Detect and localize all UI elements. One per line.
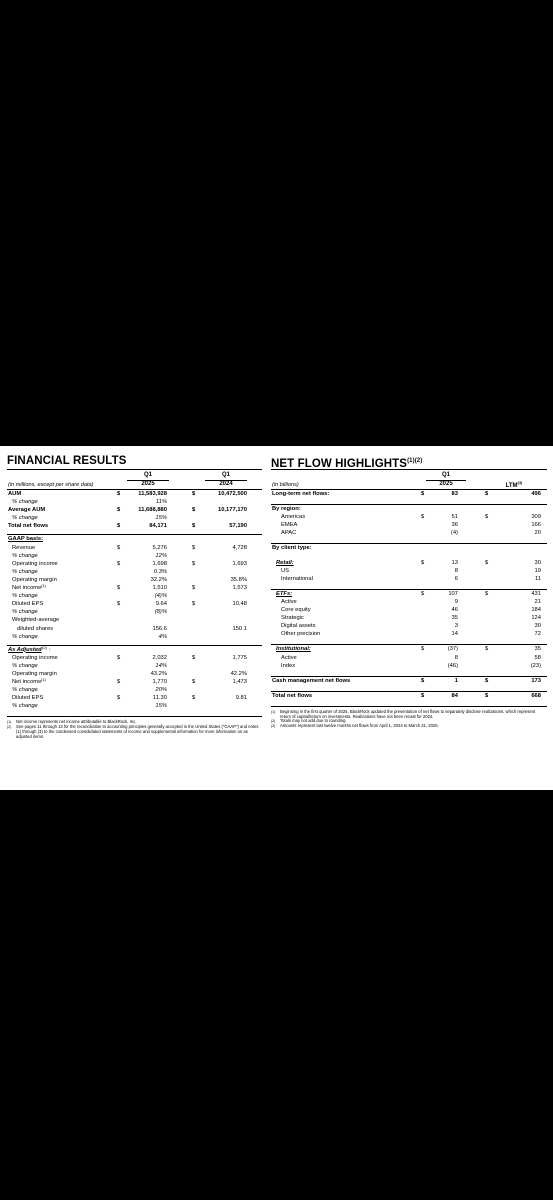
value-col1: 84 [451, 692, 458, 699]
value-col2: 173 [531, 677, 541, 684]
currency-symbol: $ [421, 491, 425, 497]
col-q1-2025-bottom: 2025 [127, 480, 169, 488]
row-label: Long-term net flows: [272, 491, 330, 497]
value-col1: 32.2% [150, 576, 167, 583]
footnote-2 [7, 725, 262, 739]
value-col1: 9.64 [155, 601, 167, 608]
col-ltm: LTM$^{(3)}$ [505, 480, 523, 489]
value-col1: (8)% [154, 609, 167, 616]
currency-symbol: $ [117, 679, 121, 686]
value-col2: 1,693 [232, 560, 247, 567]
row-label: % change [12, 703, 38, 710]
value-col2: 20 [534, 530, 541, 537]
currency-symbol: $ [421, 646, 425, 653]
footnote-mark: (2) [7, 725, 12, 730]
currency-symbol: $ [192, 601, 196, 608]
value-col2: 166 [531, 522, 541, 529]
value-col2: 30 [534, 559, 541, 566]
financial-results-panel [7, 446, 262, 740]
currency-symbol: $ [117, 491, 121, 497]
value-col1: 8 [454, 654, 458, 661]
row-label: Operating income [12, 654, 58, 661]
currency-symbol: $ [117, 695, 121, 702]
footnote-text: Amounts represent last twelve months net flows from April 1, 2024 to March 31, 2025. [280, 723, 439, 729]
value-col2: 11 [534, 575, 541, 582]
table-row-ltnf [271, 490, 547, 498]
table-row-other [271, 630, 547, 638]
footnote-text: See pages 11 through 13 for the reconciliation to accounting principles generally accepted in the United States ("GAAP") and notes (1) through (3) to the condensed consolidated statements of income and supplemental information for more information on as adjusted items. [16, 724, 259, 739]
table-row-inst [271, 644, 547, 653]
table-row-intl [271, 575, 547, 583]
row-label: % change [12, 662, 38, 669]
row-label: Americas [281, 514, 306, 521]
row-label: Cash management net flows [272, 677, 351, 684]
value-col2: 9.81 [235, 695, 247, 702]
value-col2: 668 [531, 692, 541, 699]
table-row-a_opinc_pct [7, 662, 262, 670]
value-col2: (23) [530, 662, 541, 669]
table-row-a_opinc [7, 654, 262, 662]
value-col1: 13 [451, 559, 458, 566]
value-col1: 9 [454, 598, 458, 605]
value-col2: 10,472,500 [217, 491, 247, 497]
value-col1: 1,770 [152, 679, 167, 686]
table-row-tnf [7, 522, 262, 530]
currency-symbol: $ [192, 560, 196, 567]
value-col1: 84,171 [149, 523, 167, 530]
net-flow-title: NET FLOW $HIGHLIGHTS^{(1)(2)}$ [271, 454, 547, 470]
row-label: Total net flows [8, 523, 49, 530]
value-col1: 36 [451, 522, 458, 529]
footnote-marker: (1) [41, 583, 46, 589]
currency-symbol: $ [192, 507, 196, 514]
table-row-wa2 [7, 625, 262, 633]
row-label: % change [12, 593, 38, 600]
value-col2: 1,473 [232, 679, 247, 686]
currency-symbol: $ [117, 507, 121, 514]
currency-symbol: $ [485, 559, 489, 566]
col-q1-2024 [205, 472, 247, 488]
value-col2: 1,775 [232, 654, 247, 661]
row-label: By region: [272, 506, 301, 513]
row-label: Revenue [12, 544, 36, 551]
footnote-mark: (2) [271, 719, 276, 724]
value-col1: (46) [447, 662, 458, 669]
net-flow-highlights-panel [271, 446, 547, 729]
value-col2: 10.48 [232, 601, 247, 608]
value-col2: 1,573 [232, 585, 247, 592]
col-q1-2025-nf-bottom: 2025 [426, 480, 466, 488]
currency-symbol: $ [421, 692, 425, 699]
table-row-avg_aum_pct [7, 514, 262, 522]
table-row-a_eps_pct [7, 702, 262, 710]
value-col1: 11% [155, 499, 167, 506]
value-col2: 309 [531, 514, 541, 521]
value-col1: 15% [155, 515, 167, 522]
row-label: Digital assets [281, 623, 316, 630]
row-label: As Adjusted [8, 646, 42, 653]
row-label: Active [281, 654, 297, 661]
value-col1: 83 [451, 491, 458, 497]
row-label: Institutional: [276, 646, 311, 653]
table-row-wa1 [7, 616, 262, 624]
value-col2: 57,190 [229, 523, 247, 530]
value-col2: 21 [534, 598, 541, 605]
table-row-adj [7, 645, 262, 654]
value-col1: 1,510 [152, 585, 167, 592]
table-row-rev_pct [7, 552, 262, 560]
table-row-avg_aum [7, 506, 262, 514]
value-col1: 4% [158, 633, 167, 640]
value-col1: 2,032 [152, 654, 167, 661]
value-col1: (37) [447, 646, 458, 653]
value-col1: 5,276 [152, 544, 167, 551]
currency-symbol: $ [421, 590, 425, 597]
value-col1: (4) [450, 530, 458, 537]
value-col1: 15% [155, 703, 167, 710]
value-col1: 14 [451, 631, 458, 638]
footnote-mark: (1) [7, 720, 12, 725]
row-label: Retail: [276, 559, 294, 566]
value-col1: 51 [451, 514, 458, 521]
row-label: US [281, 567, 290, 574]
net-flow-header [271, 470, 547, 490]
table-row-us [271, 567, 547, 575]
row-label: Average AUM [8, 507, 46, 514]
table-row-a_ni_pct [7, 686, 262, 694]
col-q1-2025 [127, 472, 169, 488]
col-q1-2025-nf [426, 472, 466, 488]
row-label: Strategic [281, 615, 304, 622]
footnote-text: Net income represents net income attributable to BlackRock, Inc. [16, 719, 137, 725]
value-col1: 11.30 [152, 695, 167, 702]
currency-symbol: $ [117, 654, 121, 661]
currency-symbol: $ [485, 677, 489, 684]
footnote-marker: (2) [42, 644, 47, 650]
table-row-index [271, 662, 547, 670]
value-col2: 124 [531, 615, 541, 622]
row-label: By client type: [272, 545, 312, 552]
footnote-mark: (3) [271, 724, 276, 729]
financial-results-header [7, 470, 262, 490]
row-label: % change [12, 552, 38, 559]
table-row-rev [7, 544, 262, 552]
row-label: Diluted EPS [12, 695, 44, 702]
table-row-strat [271, 614, 547, 622]
value-col2: 10,177,170 [217, 507, 247, 514]
currency-symbol: $ [485, 692, 489, 699]
table-row-opinc_pct [7, 568, 262, 576]
row-label: % change [12, 609, 38, 616]
value-col2: 431 [531, 590, 541, 597]
table-row-etfs [271, 589, 547, 598]
row-label: ETFs: [276, 590, 293, 597]
value-col2: 72 [534, 631, 541, 638]
table-row-emea [271, 521, 547, 529]
value-col1: 6 [454, 575, 458, 582]
currency-symbol: $ [485, 514, 489, 521]
row-label: % change [12, 633, 38, 640]
row-label: Diluted EPS [12, 601, 44, 608]
row-label: % change [12, 515, 38, 522]
currency-symbol: $ [192, 544, 196, 551]
footnote-3 [271, 724, 547, 729]
currency-symbol: $ [117, 560, 121, 567]
footnote-mark: (1) [271, 709, 276, 714]
value-col2: 35.8% [230, 576, 247, 583]
table-row-digi [271, 622, 547, 630]
row-label: GAAP basis: [8, 536, 44, 543]
units-note-nf: (in billions) [272, 482, 299, 488]
row-label: Active [281, 598, 297, 605]
value-col1: 11,688,880 [138, 507, 167, 514]
currency-symbol: $ [485, 491, 489, 497]
net-flow-footnotes [271, 706, 547, 729]
value-col1: 20% [155, 687, 167, 694]
table-row-ni [7, 584, 262, 592]
table-row-active [271, 598, 547, 606]
label-suffix: : [49, 646, 51, 653]
currency-symbol: $ [485, 590, 489, 597]
footnote-text: Beginning in the first quarter of 2025, BlackRock updated the presentation of net flows to separately disclose realizations, which represent return of capital/return on investments. Realizations have not been recast for 2024. [280, 708, 536, 719]
row-label: EMEA [281, 522, 298, 529]
value-col1: 8 [454, 567, 458, 574]
row-label: Core equity [281, 607, 311, 614]
table-row-aum [7, 490, 262, 498]
row-label: Weighted-average [12, 617, 60, 624]
value-col2: 184 [531, 607, 541, 614]
row-label: Net income [12, 585, 42, 592]
table-row-eps [7, 600, 262, 608]
currency-symbol: $ [117, 585, 121, 592]
col-q1-2025-nf-top: Q1 [441, 472, 450, 478]
table-row-a_eps [7, 694, 262, 702]
report-sheet [0, 446, 553, 790]
currency-symbol: $ [192, 654, 196, 661]
row-label: Operating margin [12, 576, 57, 583]
table-row-a_ni [7, 678, 262, 686]
financial-table [7, 490, 262, 710]
currency-symbol: $ [421, 677, 425, 684]
value-col1: 14% [155, 662, 167, 669]
value-col1: (4)% [154, 593, 167, 600]
value-col1: 46 [451, 607, 458, 614]
value-col1: 3 [454, 623, 458, 630]
table-row-cash [271, 676, 547, 685]
col-q1-2024-bottom: 2024 [205, 480, 247, 488]
currency-symbol: $ [117, 601, 121, 608]
table-row-retail [271, 559, 547, 567]
financial-footnotes [7, 716, 262, 739]
currency-symbol: $ [192, 695, 196, 702]
value-col2: 150.1 [232, 625, 247, 632]
table-row-eps_pct [7, 608, 262, 616]
value-col1: 107 [448, 590, 458, 597]
table-row-ni_pct [7, 592, 262, 600]
currency-symbol: $ [192, 679, 196, 686]
table-row-total [271, 691, 547, 700]
row-label: % change [12, 687, 38, 694]
table-row-iactive [271, 654, 547, 662]
value-col2: 496 [531, 491, 541, 497]
row-label: AUM [8, 491, 22, 497]
col-q1-2025-top: Q1 [143, 472, 152, 478]
value-col1: 43.2% [150, 670, 167, 677]
table-row-core [271, 606, 547, 614]
table-row-wa_pct [7, 633, 262, 641]
row-label: diluted shares [17, 625, 54, 632]
currency-symbol: $ [421, 514, 425, 521]
col-q1-2024-top: Q1 [221, 472, 230, 478]
value-col1: 1 [454, 677, 458, 684]
footnote-marker: (1) [41, 677, 46, 683]
row-label: Operating income [12, 560, 58, 567]
currency-symbol: $ [117, 544, 121, 551]
row-label: Index [281, 662, 296, 669]
value-col2: 35 [534, 646, 541, 653]
table-row-gaap [7, 534, 262, 543]
value-col2: 19 [534, 567, 541, 574]
row-label: International [281, 575, 313, 582]
table-row-byreg [271, 504, 547, 513]
value-col1: 35 [451, 615, 458, 622]
row-label: % change [12, 499, 38, 506]
table-row-opinc [7, 560, 262, 568]
currency-symbol: $ [192, 491, 196, 497]
table-row-aum_pct [7, 498, 262, 506]
currency-symbol: $ [485, 646, 489, 653]
row-label: APAC [281, 530, 297, 537]
value-col1: 156.6 [152, 625, 167, 632]
financial-results-title: FINANCIAL RESULTS [7, 454, 262, 470]
value-col1: 1,698 [152, 560, 167, 567]
footnote-text: Totals may not add due to rounding. [280, 718, 347, 724]
value-col2: 42.2% [230, 670, 247, 677]
value-col1: 11,583,928 [138, 491, 167, 497]
row-label: Total net flows [272, 692, 313, 699]
row-label: % change [12, 568, 38, 575]
value-col2: 4,728 [232, 544, 247, 551]
currency-symbol: $ [192, 523, 196, 530]
row-label: Net income [12, 679, 42, 686]
value-col2: 30 [534, 623, 541, 630]
net-flow-table [271, 490, 547, 700]
row-label: Operating margin [12, 670, 57, 677]
row-label: Other precision [281, 631, 321, 638]
table-row-bycl [271, 543, 547, 552]
value-col2: 58 [534, 654, 541, 661]
currency-symbol: $ [117, 523, 121, 530]
units-note: (in millions, except per share data) [8, 482, 94, 488]
currency-symbol: $ [421, 559, 425, 566]
value-col1: 0.3% [153, 568, 167, 575]
table-row-amer [271, 513, 547, 521]
currency-symbol: $ [192, 585, 196, 592]
table-row-apac [271, 529, 547, 537]
value-col1: 12% [155, 552, 167, 559]
